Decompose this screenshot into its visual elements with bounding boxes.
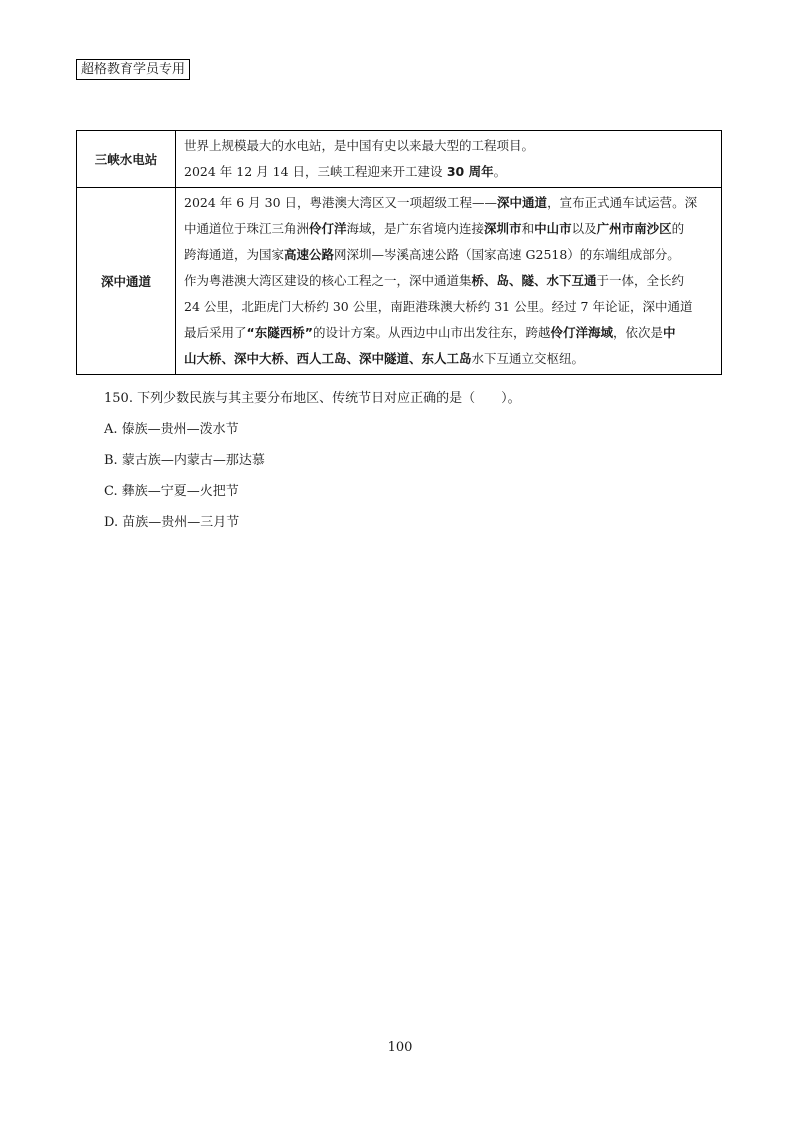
text: ，宣布正式通车试运营。深 xyxy=(547,195,698,210)
text: 跨海通道，为国家 xyxy=(184,247,285,262)
row-label: 三峡水电站 xyxy=(77,131,176,188)
option-b: B. 蒙古族—内蒙古—那达慕 xyxy=(104,453,265,468)
bold-text: 中 xyxy=(663,325,676,340)
text: 于一体，全长约 xyxy=(596,273,685,288)
bold-text: 深圳市 xyxy=(484,221,522,236)
text: ，依次是 xyxy=(612,325,663,340)
content-line xyxy=(184,159,715,185)
bold-text: 桥、岛、隧、水下互通 xyxy=(471,273,597,288)
bold-text: 深中通道 xyxy=(497,195,548,210)
option-d: D. 苗族—贵州—三月节 xyxy=(104,515,240,530)
option-a: A. 傣族—贵州—泼水节 xyxy=(104,422,239,437)
header-tag: 超格教育学员专用 xyxy=(76,59,190,80)
text: 海域，是广东省境内连接 xyxy=(346,221,485,236)
question-stem: 150. 下列少数民族与其主要分布地区、传统节日对应正确的是（ ）。 xyxy=(104,391,521,406)
bold-text: 山大桥、深中大桥、西人工岛、深中隧道、东人工岛 xyxy=(184,351,472,366)
bold-text: 伶仃洋 xyxy=(309,221,347,236)
content-line xyxy=(184,216,715,242)
table-row xyxy=(77,188,722,375)
content-line xyxy=(184,133,715,159)
text: 以及 xyxy=(571,221,597,236)
text: 最后采用了 xyxy=(184,325,247,340)
bold-text: 30 周年 xyxy=(442,164,494,179)
text: 的设计方案。从西边中山市出发往东，跨越 xyxy=(312,325,551,340)
content-line xyxy=(184,242,715,268)
content-line xyxy=(184,320,715,346)
text: 和 xyxy=(521,221,535,236)
bold-text: 高速公路 xyxy=(284,247,335,262)
text: 世界上规模最大的水电站，是中国有史以来最大型的工程项目。 xyxy=(184,138,535,153)
text: 的 xyxy=(671,221,685,236)
text: 水下互通立交枢纽。 xyxy=(471,351,585,366)
text: 2024 年 6 月 30 日，粤港澳大湾区又一项超级工程—— xyxy=(184,195,498,210)
content-line xyxy=(184,294,715,320)
question-block xyxy=(104,383,521,538)
text: 中通道位于珠江三角洲 xyxy=(184,221,310,236)
bold-text: 广州市南沙区 xyxy=(596,221,672,236)
bold-text: 中山市 xyxy=(534,221,572,236)
text: 24 公里，北距虎门大桥约 30 公里，南距港珠澳大桥约 31 公里。经过 7 年论证，深中通道 xyxy=(184,299,693,314)
text: 。 xyxy=(493,164,507,179)
bold-text: “东隧西桥” xyxy=(246,325,313,340)
content-line xyxy=(184,190,715,216)
row-content xyxy=(176,131,722,188)
row-label: 深中通道 xyxy=(77,188,176,375)
row-content xyxy=(176,188,722,375)
option-c: C. 彝族—宁夏—火把节 xyxy=(104,484,239,499)
content-line xyxy=(184,346,715,372)
text: 作为粤港澳大湾区建设的核心工程之一，深中通道集 xyxy=(184,273,472,288)
bold-text: 伶仃洋海域 xyxy=(550,325,613,340)
text: 网深圳—岑溪高速公路（国家高速 G2518）的东端组成部分。 xyxy=(334,247,680,262)
info-table xyxy=(76,130,722,375)
text: 2024 年 12 月 14 日，三峡工程迎来开工建设 xyxy=(184,164,443,179)
table-row xyxy=(77,131,722,188)
page-number: 100 xyxy=(387,1040,413,1055)
content-line xyxy=(184,268,715,294)
